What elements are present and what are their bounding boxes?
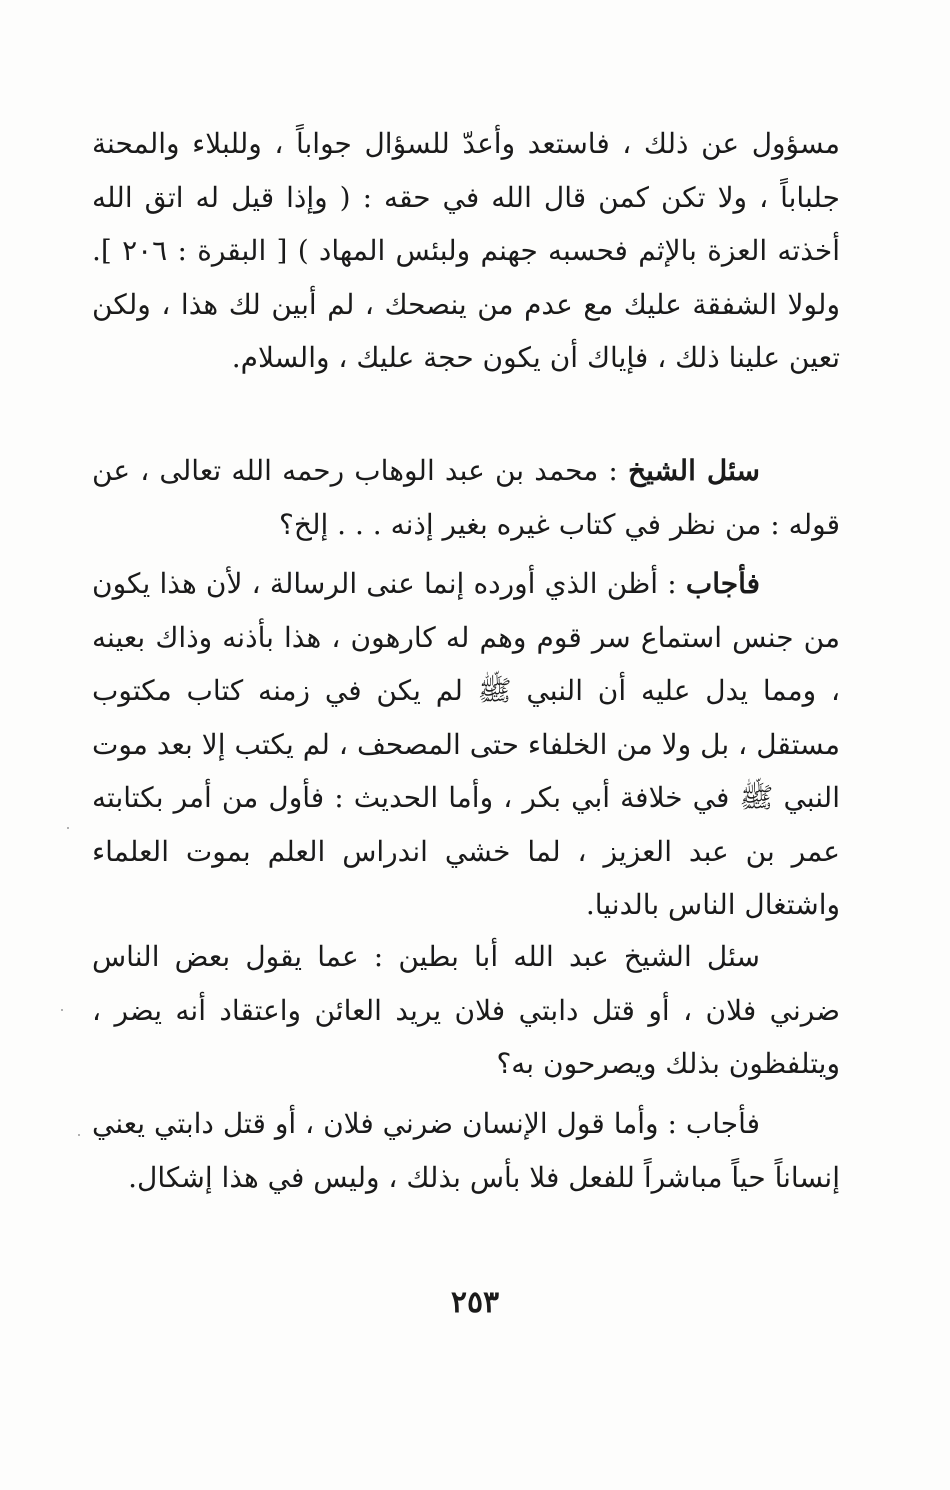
paragraph-2-lead: سئل الشيخ (628, 454, 760, 487)
paragraph-2-text: : محمد بن عبد الوهاب رحمه الله تعالى ، عن قوله : من نظر في كتاب غيره بغير إذنه . . . إلخ؟ (92, 454, 840, 541)
paragraph-4 (92, 930, 840, 1091)
page-number: ٢٥٣ (450, 1285, 500, 1320)
paragraph-5 (92, 1097, 840, 1204)
paragraph-2 (92, 444, 840, 551)
paragraph-3 (92, 557, 840, 932)
paragraph-1-text: مسؤول عن ذلك ، فاستعد وأعدّ للسؤال جواباً ، وللبلاء والمحنة جلباباً ، ولا تكن كمن قال الله في حقه : ( وإذا قيل له اتق الله أخذته العزة بالإثم فحسبه جهنم ولبئس المهاد ) [ البقرة : ٢٠٦ ]. ولولا الشفقة عليك مع عدم من ينصحك ، لم أبين لك هذا ، ولكن تعين علينا ذلك ، فإياك أن يكون حجة عليك ، والسلام. (92, 127, 840, 374)
scan-speck (78, 1134, 80, 1136)
paragraph-3-text: : أظن الذي أورده إنما عنى الرسالة ، لأن هذا يكون من جنس استماع سر قوم وهم له كارهون ، هذا بأذنه وذاك بعينه ، ومما يدل عليه أن النبي ﷺ لم يكن في زمنه كتاب مكتوب مستقل ، بل ولا من الخلفاء حتى المصحف ، لم يكتب إلا بعد موت النبي ﷺ في خلافة أبي بكر ، وأما الحديث : فأول من أمر بكتابته عمر بن عبد العزيز ، لما خشي اندراس العلم بموت العلماء واشتغال الناس بالدنيا. (92, 567, 840, 921)
paragraph-3-lead: فأجاب (685, 567, 760, 600)
scan-speck (67, 827, 69, 829)
paragraph-4-text: سئل الشيخ عبد الله أبا بطين : عما يقول بعض الناس ضرني فلان ، أو قتل دابتي فلان يريد العائن واعتقاد أنه يضر ، ويتلفظون بذلك ويصرحون به؟ (92, 940, 840, 1080)
paragraph-1 (92, 117, 840, 385)
scan-speck (61, 1009, 63, 1011)
paragraph-5-text: فأجاب : وأما قول الإنسان ضرني فلان ، أو قتل دابتي يعني إنساناً حياً مباشراً للفعل فلا بأس بذلك ، وليس في هذا إشكال. (92, 1107, 840, 1194)
